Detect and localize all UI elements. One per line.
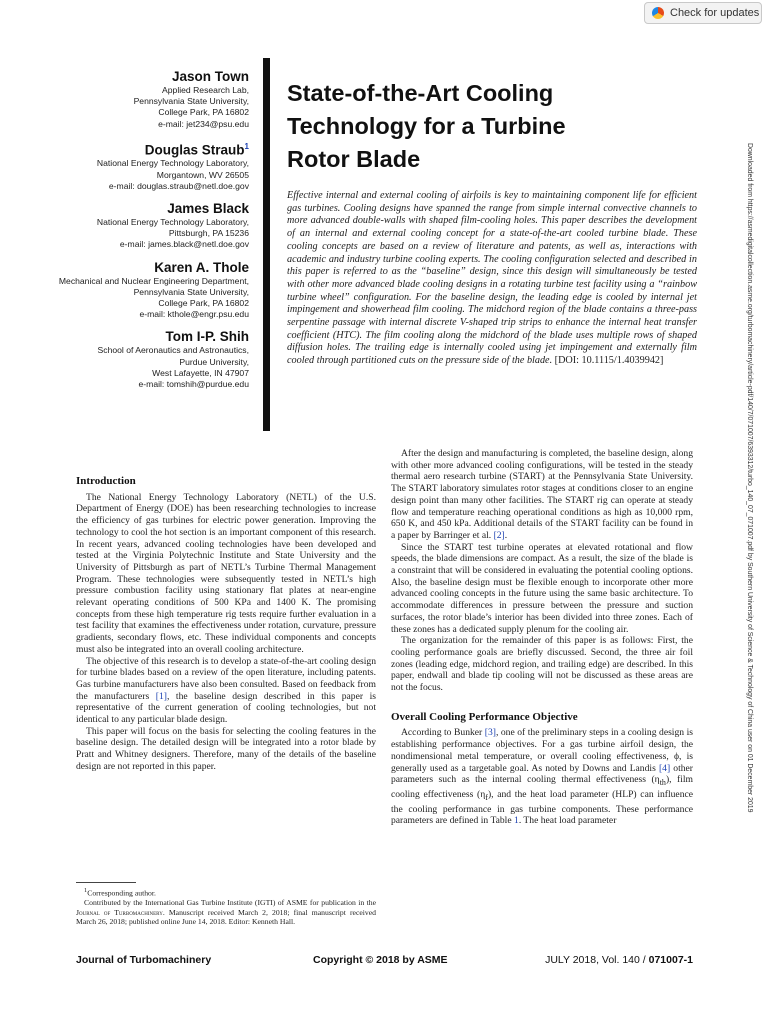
citation-link[interactable]: [4]	[658, 762, 671, 774]
author-block	[39, 259, 249, 321]
author-affiliation-line: School of Aeronautics and Astronautics,	[97, 345, 249, 356]
abstract-text: Effective internal and external cooling of airfoils is key to maintaining component life for efficient gas turbines. Cooling designs have spanned the range from simple internal convective channels to more advanced double-walls with shaped film-cooling holes. This paper describes the development of an internal and external cooling concept for a state-of-the-art cooled turbine blade. These cooling concepts are based on a review of literature and patents, as well as, interactions with academic and industry turbine cooling experts. The cooling configuration selected and described in this paper is referred to as the “baseline” design, since this design will simultaneously be tested with other more advanced blade cooling designs in a rotating turbine test facility using a “rainbow turbine wheel” configuration. For the baseline design, the leading edge is cooled by internal jet impingement and showerhead film cooling. The midchord region of the blade contains a three-pass serpentine passage with internal discrete V-shaped trip strips to enhance the internal heat transfer coefficient (HTC). The film cooling along the midchord of the blade uses multiple rows of shaped diffusion holes. The trailing edge is internally cooled using jet impingement and externally film cooled through partitioned cuts on the pressure side of the blade.	[287, 190, 697, 367]
author-block	[39, 138, 249, 192]
right-column	[391, 448, 693, 827]
left-column	[76, 476, 376, 773]
author-name: Douglas Straub$^1$	[144, 141, 249, 158]
citation-link[interactable]: [3]	[484, 727, 496, 739]
paragraph: This paper will focus on the basis for selecting the cooling features in the baseline design. The detailed design will be integrated into a rotor blade by Pratt and Whitney designers. Therefore, many of the details of the baseline design are not reported in this paper.	[76, 725, 376, 772]
citation-link[interactable]: [2]	[493, 529, 505, 541]
paper-title: State-of-the-Art Cooling Technology for a Turbine Rotor Blade	[287, 80, 566, 172]
author-name: Tom I-P. Shih	[165, 329, 249, 345]
author-affiliation-line: West Lafayette, IN 47907	[152, 367, 249, 378]
author-email: e-mail: kthole@engr.psu.edu	[139, 309, 249, 320]
author-email: e-mail: jet234@psu.edu	[158, 118, 249, 129]
corresponding-author-mark[interactable]: 1	[244, 141, 249, 151]
paragraph: The organization for the remainder of this paper is as follows: First, the cooling performance goals are briefly discussed. Second, the three air foil zones (leading edge, midchord region, and trailing edge) are described. In this paper, endwall and blade tip cooling will not be discussed as these areas are not the focus.	[391, 635, 693, 694]
footer-journal: Journal of Turbomachinery	[76, 954, 212, 966]
download-notice	[744, 143, 753, 883]
author-affiliation-line: Morgantown, WV 26505	[156, 169, 249, 180]
abstract	[287, 190, 697, 368]
author-affiliation-line: Pittsburgh, PA 15236	[168, 228, 249, 239]
author-list	[39, 68, 249, 398]
footnote: Contributed by the International Gas Turbine Institute (IGTI) of ASME for publication in the Journal of Turbomachinery. Manuscript received March 2, 2018; final manuscript received March 26, 2018; published online June 14, 2018. Editor: Kenneth Hall.	[76, 898, 377, 927]
author-block	[39, 68, 249, 130]
footnote: $^1$Corresponding author.	[84, 887, 156, 898]
crossmark-icon	[652, 7, 664, 19]
author-name: James Black	[167, 200, 249, 216]
download-notice-text: Downloaded from https://asmedigitalcollection.asme.org/turbomachinery/article-pdf/140/7/071007/6393312/turbo_140_07_071007.pdf by Southern University of Science & Technology of China user on 01 December 2019	[746, 143, 753, 813]
author-email: e-mail: douglas.straub@netl.doe.gov	[108, 180, 249, 191]
footer-page-number: 071007-1	[648, 954, 693, 966]
author-affiliation-line: Purdue University,	[179, 356, 249, 367]
footnotes	[76, 886, 376, 927]
title-divider-bar	[263, 58, 270, 431]
author-email: e-mail: tomshih@purdue.edu	[138, 378, 249, 389]
author-affiliation-line: National Energy Technology Laboratory,	[96, 158, 249, 169]
paragraph: The National Energy Technology Laboratory (NETL) of the U.S. Department of Energy (DOE) has been researching technologies to increase the efficiency of gas turbines for electric power generation. Improving the technology to cool the hot section is an important component of this research. In recent years, advanced cooling technologies have been developed and tested at the Virginia Polytechnic Institute and State University and the University of Pittsburgh as part of NETL’s Turbine Thermal Management Program. These technologies were subsequently tested in NETL’s high pressure combustion facility using stationary flat plates at near-engine relevant operating conditions of 500 KPa and 1400 K. The promising concepts from these high temperature rig tests require further evaluation in a test facility that examines the effectiveness under rotation, curvature, pressure gradients, secondary flows, etc. These individual components and concepts must also be integrated into an overall cooling architecture.	[76, 491, 376, 655]
paragraph: Since the START test turbine operates at elevated rotational and flow speeds, the blade dimensions are compact. As a result, the size of the blade is a constraint that will be considered in evaluating the potential cooling options. Also, the baseline design must be flexible enough to incorporate other more advanced cooling concepts in the future using the same basic architecture. To accommodate differences in pressure between the pressure and suction surfaces, the rotor blade’s interior has been divided into three zones. Each of these zones has a dedicated supply plenum for the cooling air.	[391, 541, 693, 635]
author-block	[39, 328, 249, 390]
paragraph: According to Bunker [3], one of the preliminary steps in a cooling design is establishing performance objectives. For a gas turbine airfoil design, the nondimensional metal temperature, or overall cooling effectiveness, ϕ, is generally used as a targetable goal. As noted by Downs and Landis [4] other parameters such as the internal cooling thermal effectiveness $(\eta_{th})$, film cooling effectiveness $(\eta_f)$, and the heat load parameter (HLP) can influence the cooling performance in gas turbine components. These performance parameters are defined in Table 1. The heat load parameter	[391, 727, 694, 827]
footer-copyright: Copyright © 2018 by ASME	[313, 954, 448, 966]
section-heading-cooling-objective: Overall Cooling Performance Objective	[391, 710, 578, 723]
citation-link[interactable]: [1]	[155, 690, 167, 702]
footer-issue: JULY 2018, Vol. 140 / 071007-1	[545, 954, 693, 966]
footnote-rule	[76, 882, 136, 883]
author-block	[39, 200, 249, 251]
paragraph: After the design and manufacturing is completed, the baseline design, along with other more advanced cooling configurations, will be tested in the steady thermal aero research turbine (START) at the Pennsylvania State University. The START laboratory simulates rotor stages at conditions closer to an engine design point than many other facilities. The START rig can operate at steady flow and temperature reaching operational conditions as high as 10,000 rpm, 650 K, and 450 kPa. Additional details of the START facility can be found in a paper by Barringer et al. [2].	[391, 448, 693, 541]
author-name: Karen A. Thole	[154, 259, 249, 275]
author-affiliation-line: National Energy Technology Laboratory,	[96, 216, 249, 227]
author-affiliation-line: College Park, PA 16802	[158, 297, 249, 308]
page-footer	[76, 954, 693, 970]
author-email: e-mail: james.black@netl.doe.gov	[119, 239, 249, 250]
section-heading-introduction: Introduction	[76, 475, 136, 487]
table-link[interactable]: 1	[514, 815, 519, 827]
author-name: Jason Town	[171, 69, 249, 84]
author-affiliation-line: Applied Research Lab,	[162, 85, 249, 95]
author-affiliation-line: Pennsylvania State University,	[133, 286, 249, 297]
doi-link[interactable]: [DOI: 10.1115/1.4039942]	[554, 355, 664, 367]
author-affiliation-line: College Park, PA 16802	[158, 107, 249, 118]
check-for-updates-badge[interactable]	[644, 2, 762, 24]
check-for-updates-label: Check for updates	[670, 7, 760, 19]
author-affiliation-line: Pennsylvania State University,	[133, 96, 249, 107]
paragraph: The objective of this research is to develop a state-of-the-art cooling design for turbine blades based on a review of the open literature, including patents. Gas turbine manufacturers have also been consulted. Based on feedback from the manufacturers [1], the baseline design described in this paper is representative of the current generation of cooling technologies, but not identical to any particular blade design.	[76, 655, 377, 726]
author-affiliation-line: Mechanical and Nuclear Engineering Department,	[58, 275, 249, 286]
